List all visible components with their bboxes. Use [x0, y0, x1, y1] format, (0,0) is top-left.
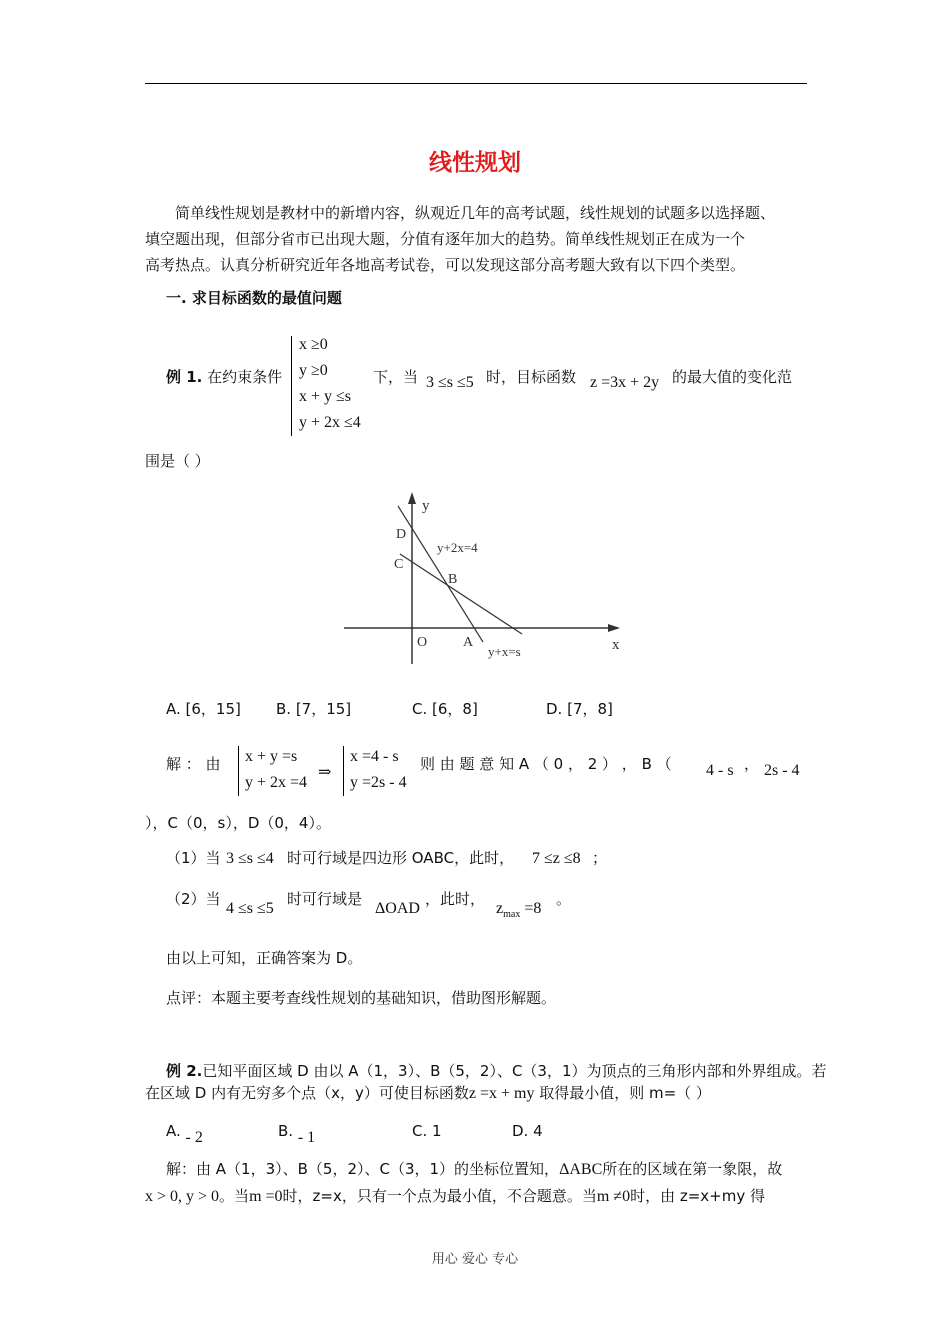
- intro-line-3: 高考热点。认真分析研究近年各地高考试卷，可以发现这部分高考题大致有以下四个类型。: [145, 256, 746, 274]
- solution-text1: 则 由 题 意 知 A （ 0 ， 2 ） ， B （: [420, 755, 672, 773]
- example1-tail2: 围是（ ）: [145, 452, 210, 470]
- section-heading: 一. 求目标函数的最值问题: [166, 289, 342, 307]
- sys2-eq2: y =2s - 4: [350, 774, 407, 791]
- comment: 点评：本题主要考查线性规划的基础知识，借助图形解题。: [166, 989, 557, 1007]
- header-rule: [145, 83, 807, 84]
- page-footer: 用心 爱心 专心: [431, 1252, 519, 1267]
- y-axis-arrow: [408, 492, 416, 504]
- case1-end: ；: [592, 849, 608, 867]
- example2-option-d: D. 4: [512, 1122, 543, 1140]
- constraint-2: y ≥0: [299, 362, 328, 379]
- example1-mid1: 下，当: [373, 368, 419, 386]
- intro-line-1: 简单线性规划是教材中的新增内容，纵观近几年的高考试题，线性规划的试题多以选择题、: [175, 204, 776, 222]
- case2-zmax: [496, 900, 541, 920]
- point-c-label: C: [394, 557, 404, 572]
- origin-label: O: [417, 635, 428, 650]
- constraint-4: y + 2x ≤4: [299, 414, 361, 431]
- conclusion: 由以上可知，正确答案为 D。: [166, 949, 363, 967]
- example1-option-a: A. [6，15]: [166, 700, 241, 718]
- case2-text2: ，此时，: [425, 890, 486, 908]
- example2-objective: z =x + my: [468, 1085, 535, 1102]
- example2-option-b: [278, 1118, 315, 1145]
- example1-option-d: D. [7，8]: [546, 700, 613, 718]
- x-axis-label: x: [612, 637, 620, 653]
- line-y-plus-x-s: [400, 554, 522, 634]
- sys1-eq1: x + y =s: [245, 748, 298, 765]
- constraint-3: x + y ≤s: [299, 388, 352, 405]
- sys1-eq2: y + 2x =4: [245, 774, 308, 791]
- point-b-comma: ，: [744, 755, 760, 773]
- intro-line-2: 填空题出现，但部分省市已出现大题，分值有逐年加大的趋势。简单线性规划正在成为一个: [145, 230, 746, 248]
- example2-line2-b: 取得最小值，则 m=（ ）: [539, 1084, 711, 1102]
- constraint-1: x ≥0: [299, 336, 328, 353]
- y-axis-label: y: [422, 498, 430, 514]
- sol1-a: 解：由 A（1，3）、B（5，2）、C（3，1）的坐标位置知，: [166, 1160, 560, 1178]
- feasible-region-graph: [340, 486, 630, 666]
- case1-result: 7 ≤z ≤8: [532, 850, 581, 867]
- example1-label: 例 1.: [166, 368, 203, 386]
- case2-z: z: [496, 900, 504, 917]
- example2-line1-text: 已知平面区域 D 由以 A（1，3）、B（5，2）、C（3，1）为顶点的三角形内部和外界组成。若: [202, 1062, 827, 1080]
- point-b-label: B: [448, 572, 458, 587]
- example1-range: 3 ≤s ≤5: [426, 374, 474, 391]
- page-title: 线性规划: [429, 150, 521, 176]
- case1-lead: （1）当: [166, 849, 221, 867]
- sol2-b: 时，z=x，只有一个点为最小值，不合题意。当: [282, 1187, 597, 1205]
- point-a-label: A: [463, 635, 474, 650]
- option-b-label: B.: [278, 1122, 294, 1140]
- constraint-brace: [291, 336, 382, 436]
- solution-lead: 解 ： 由: [166, 755, 221, 773]
- solution-system-1: [238, 746, 325, 796]
- sol2-math1: x > 0, y > 0: [145, 1188, 220, 1205]
- case2-triangle: ΔOAD: [375, 900, 420, 917]
- example2-solution-line2: [145, 1183, 765, 1210]
- x-axis-arrow: [608, 624, 620, 632]
- point-b-y: 2s - 4: [764, 762, 800, 779]
- example1-tail: 的最大值的变化范: [672, 368, 793, 386]
- option-a-value: - 2: [185, 1129, 203, 1146]
- solution-line2: ），C（0，s），D（0，4）。: [145, 814, 331, 832]
- option-a-label: A.: [166, 1122, 181, 1140]
- sol2-math2: m =0: [249, 1188, 283, 1205]
- point-d-label: D: [396, 527, 407, 542]
- option-b-value: - 1: [297, 1129, 316, 1146]
- case2-text: 时可行域是: [287, 890, 363, 908]
- case2-range: 4 ≤s ≤5: [226, 900, 274, 917]
- example1-objective: z =3x + 2y: [590, 374, 660, 391]
- line-y-plus-2x-4: [398, 506, 483, 642]
- example1-option-b: B. [7，15]: [276, 700, 352, 718]
- example2-line2: [145, 1080, 711, 1107]
- sys2-eq1: x =4 - s: [350, 748, 399, 765]
- case2-lead: （2）当: [166, 890, 221, 908]
- example1-lead-text: 在约束条件: [207, 368, 283, 386]
- point-b-x: 4 - s: [706, 762, 734, 779]
- implies-arrow: ⇒: [318, 764, 332, 781]
- case1-range: 3 ≤s ≤4: [226, 850, 274, 867]
- sol1-b: 所在的区域在第一象限，故: [602, 1160, 783, 1178]
- solution-system-2: [343, 746, 420, 796]
- example1-option-c: C. [6，8]: [412, 700, 478, 718]
- example2-label: 例 2.: [166, 1062, 203, 1080]
- case2-sub: max: [503, 909, 521, 920]
- case1-text: 时可行域是四边形 OABC，此时，: [287, 849, 515, 867]
- sol2-a: 。当: [219, 1187, 250, 1205]
- example1-lead: [166, 364, 282, 390]
- example2-option-a: [166, 1118, 203, 1145]
- sol1-triangle: ΔABC: [559, 1161, 603, 1178]
- example2-solution-line1: [166, 1156, 782, 1183]
- line1-label: y+2x=4: [437, 540, 478, 555]
- example1-mid2: 时，目标函数: [486, 368, 577, 386]
- case2-value: =8: [524, 900, 542, 917]
- sol2-c: 时，由 z=x+my 得: [630, 1187, 766, 1205]
- case2-end: 。: [556, 890, 572, 908]
- sol2-math3: m ≠0: [596, 1188, 631, 1205]
- example2-option-c: C. 1: [412, 1122, 442, 1140]
- example2-line2-a: 在区域 D 内有无穷多个点（x，y）可使目标函数: [145, 1084, 469, 1102]
- line2-label: y+x=s: [488, 644, 521, 659]
